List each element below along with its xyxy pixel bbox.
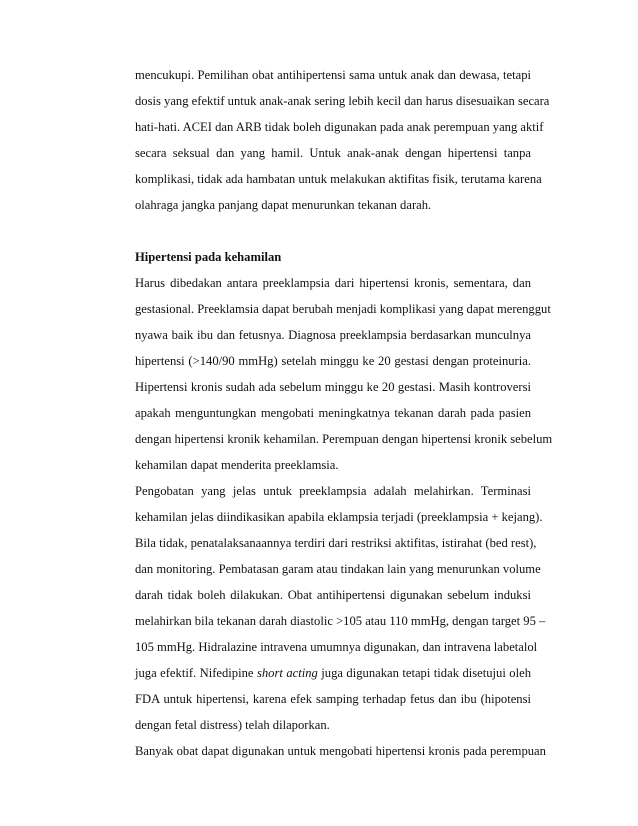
para4-line-1: Banyak obat dapat digunakan untuk mengobati hipertensi kronis pada perempuan [135, 744, 546, 758]
para3-line-3: Bila tidak, penatalaksanaannya terdiri dari restriksi aktifitas, istirahat (bed rest), [135, 536, 537, 550]
para1-line-6: olahraga jangka panjang dapat menurunkan tekanan darah. [135, 198, 432, 212]
para1-line-4: secara seksual dan yang hamil. Untuk anak-anak dengan hipertensi tanpa [135, 146, 531, 160]
para1-line-3: hati-hati. ACEI dan ARB tidak boleh digunakan pada anak perempuan yang aktif [135, 120, 544, 134]
para1-line-2: dosis yang efektif untuk anak-anak sering lebih kecil dan harus disesuaikan secara [135, 94, 550, 108]
para3-line-10: dengan fetal distress) telah dilaporkan. [135, 718, 330, 732]
para3-line-2: kehamilan jelas diindikasikan apabila eklampsia terjadi (preeklampsia + kejang). [135, 510, 543, 524]
para3-line-5: darah tidak boleh dilakukan. Obat antihipertensi digunakan sebelum induksi [135, 588, 531, 602]
section-heading: Hipertensi pada kehamilan [135, 250, 282, 264]
para2-line-8: kehamilan dapat menderita preeklamsia. [135, 458, 339, 472]
para3-line-8-after: juga digunakan tetapi tidak disetujui oleh [317, 666, 531, 680]
para3-line-7: 105 mmHg. Hidralazine intravena umumnya digunakan, dan intravena labetalol [135, 640, 538, 654]
para2-line-6: apakah menguntungkan mengobati meningkatnya tekanan darah pada pasien [135, 406, 531, 420]
para3-line-8 [135, 665, 531, 681]
para3-line-9: FDA untuk hipertensi, karena efek samping terhadap fetus dan ibu (hipotensi [135, 692, 531, 706]
para3-line-6: melahirkan bila tekanan darah diastolic >105 atau 110 mmHg, dengan target 95 – [135, 614, 546, 628]
para3-line-8-before: juga efektif. Nifedipine [135, 666, 257, 680]
para2-line-3: nyawa baik ibu dan fetusnya. Diagnosa preeklampsia berdasarkan munculnya [135, 328, 531, 342]
para2-line-1: Harus dibedakan antara preeklampsia dari hipertensi kronis, sementara, dan [135, 276, 531, 290]
para2-line-7: dengan hipertensi kronik kehamilan. Perempuan dengan hipertensi kronik sebelum [135, 432, 553, 446]
para1-line-5: komplikasi, tidak ada hambatan untuk melakukan aktifitas fisik, terutama karena [135, 172, 542, 186]
para2-line-5: Hipertensi kronis sudah ada sebelum minggu ke 20 gestasi. Masih kontroversi [135, 380, 531, 394]
para3-line-1: Pengobatan yang jelas untuk preeklampsia adalah melahirkan. Terminasi [135, 484, 531, 498]
para3-line-4: dan monitoring. Pembatasan garam atau tindakan lain yang menurunkan volume [135, 562, 541, 576]
para2-line-2: gestasional. Preeklamsia dapat berubah menjadi komplikasi yang dapat merenggut [135, 302, 551, 316]
para2-line-4: hipertensi (>140/90 mmHg) setelah minggu ke 20 gestasi dengan proteinuria. [135, 354, 531, 368]
italic-term: short acting [256, 666, 318, 680]
para1-line-1: mencukupi. Pemilihan obat antihipertensi sama untuk anak dan dewasa, tetapi [135, 68, 531, 82]
